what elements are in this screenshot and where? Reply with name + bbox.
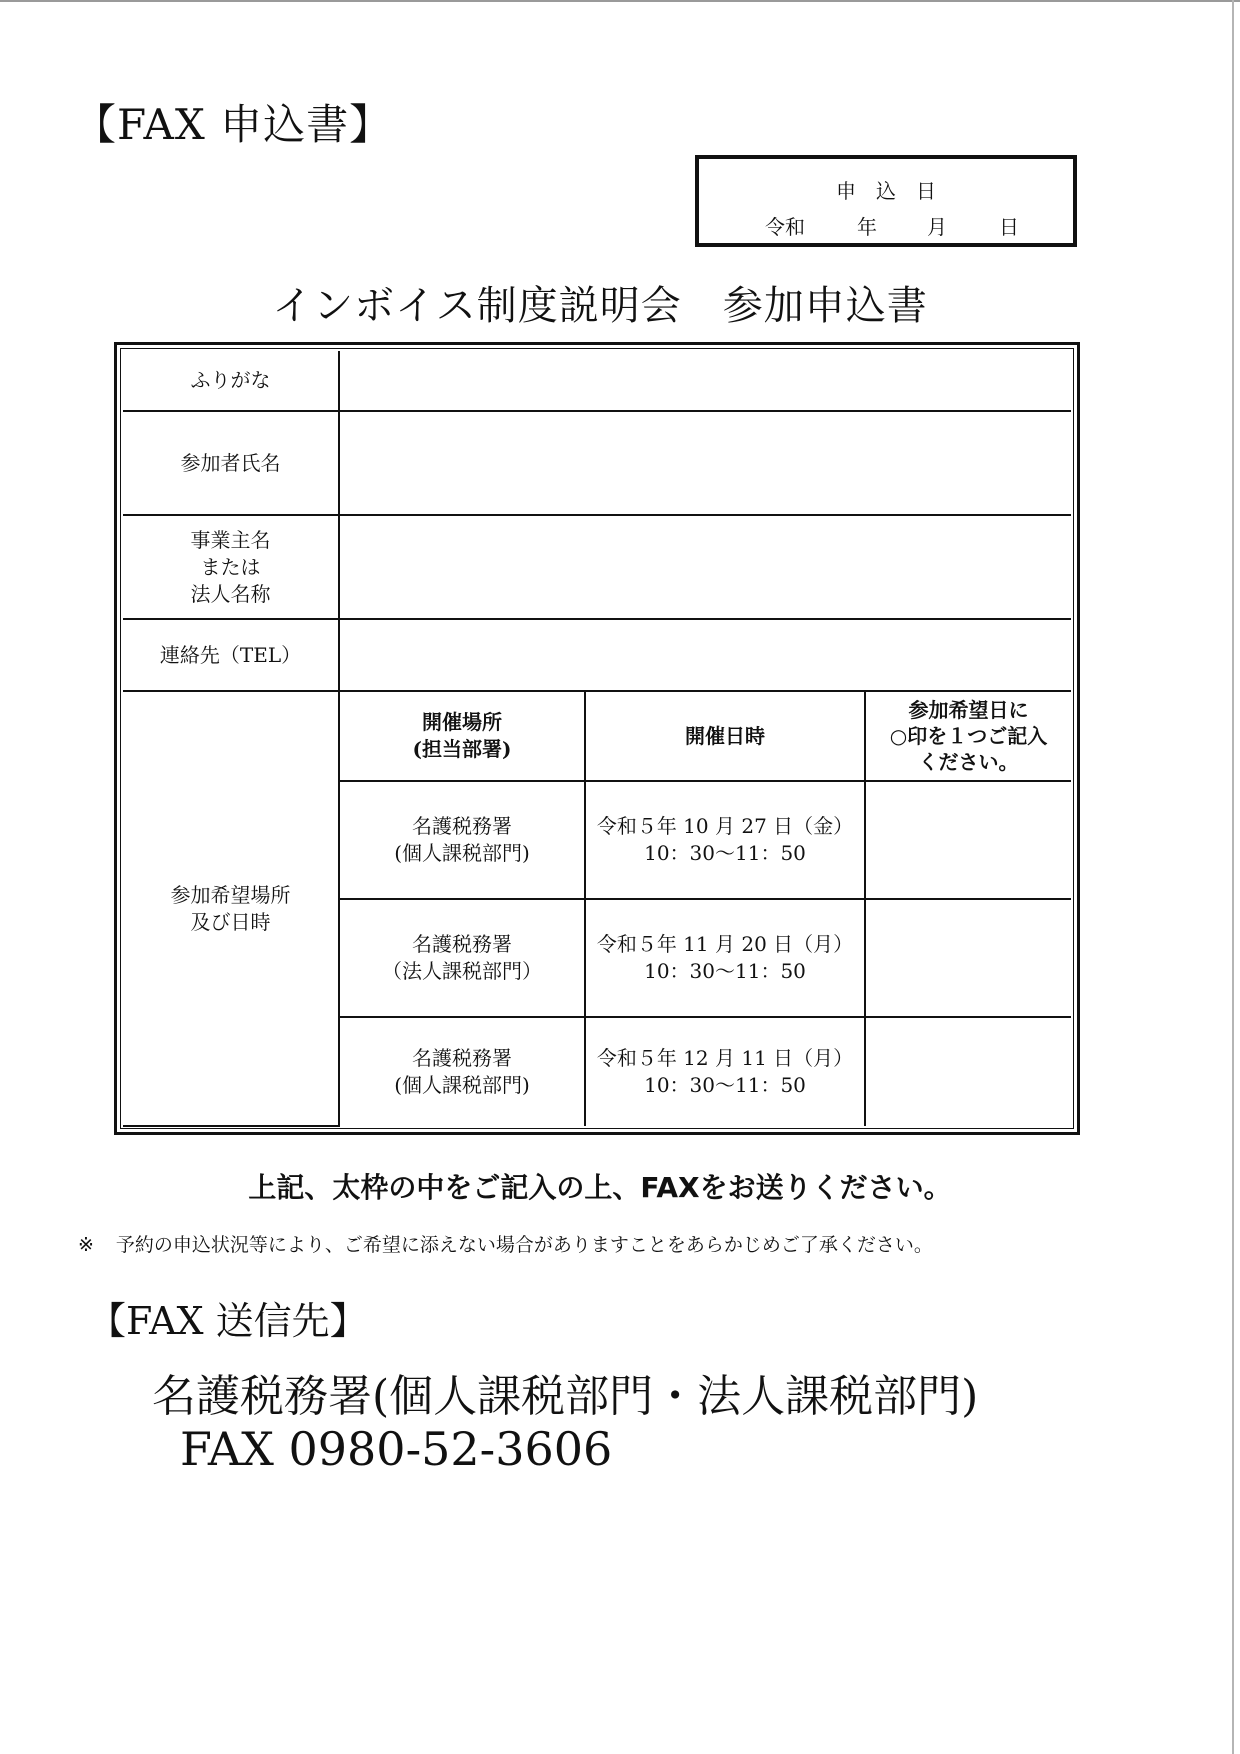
session-time: 10：30～11：50: [644, 841, 806, 865]
session-datetime: [585, 899, 865, 1017]
session-venue-name: 名護税務署: [412, 814, 512, 838]
session-venue-name: 名護税務署: [412, 932, 512, 956]
furigana-label: ふりがな: [123, 351, 339, 411]
business-name-label-line1: 事業主名: [190, 527, 271, 552]
session-date: 令和５年 10 月 27 日（金）: [596, 814, 854, 838]
application-form: [114, 342, 1080, 1135]
choice-header-line3: ください。: [918, 750, 1019, 774]
application-date-label: 申 込 日: [836, 179, 936, 203]
session-datetime: [585, 781, 865, 899]
venue-header: [339, 691, 585, 781]
session-choice-cell[interactable]: [865, 899, 1071, 1017]
participant-name-label: 参加者氏名: [123, 411, 339, 515]
session-venue-dept: (個人課税部門): [394, 841, 530, 865]
session-venue-name: 名護税務署: [412, 1046, 512, 1070]
scan-top-edge: [0, 0, 1240, 2]
datetime-header: 開催日時: [585, 691, 865, 781]
session-venue-dept: (個人課税部門): [394, 1073, 530, 1097]
session-venue-dept: （法人課税部門）: [382, 959, 542, 983]
page-title: インボイス制度説明会 参加申込書: [272, 283, 928, 329]
fax-form-heading: 【FAX 申込書】: [74, 100, 393, 149]
session-datetime: [585, 1017, 865, 1126]
session-choice-cell[interactable]: [865, 1017, 1071, 1126]
preference-label: [123, 691, 339, 1126]
disclaimer-note: [78, 1230, 933, 1257]
scan-right-edge: [1232, 0, 1234, 1754]
session-venue: [339, 899, 585, 1017]
session-venue: [339, 781, 585, 899]
date-year: 年: [857, 215, 877, 239]
contact-tel-label: 連絡先（TEL）: [123, 619, 339, 691]
business-name-label-line3: 法人名称: [190, 581, 271, 606]
contact-tel-field[interactable]: [339, 619, 1071, 691]
date-era: 令和: [765, 215, 805, 239]
fax-destination-heading: 【FAX 送信先】: [88, 1299, 368, 1343]
furigana-field[interactable]: [339, 351, 1071, 411]
session-time: 10：30～11：50: [644, 1073, 806, 1097]
note-mark: ※: [78, 1234, 94, 1256]
choice-header: [865, 691, 1071, 781]
application-form-table: [123, 351, 1071, 1127]
venue-header-line1: 開催場所: [422, 710, 502, 734]
session-date: 令和５年 11 月 20 日（月）: [596, 932, 854, 956]
session-venue: [339, 1017, 585, 1126]
application-date-box: [695, 155, 1077, 247]
participant-name-field[interactable]: [339, 411, 1071, 515]
business-name-label-line2: または: [200, 554, 261, 579]
fax-destination-office: 名護税務署(個人課税部門・法人課税部門): [152, 1371, 979, 1422]
fill-instruction: 上記、太枠の中をご記入の上、FAXをお送りください。: [248, 1171, 952, 1204]
date-day: 日: [999, 215, 1019, 239]
venue-header-line2: (担当部署): [412, 737, 512, 761]
choice-header-line1: 参加希望日に: [908, 698, 1029, 722]
session-date: 令和５年 12 月 11 日（月）: [596, 1046, 854, 1070]
note-text: 予約の申込状況等により、ご希望に添えない場合がありますことをあらかじめご了承ください。: [115, 1234, 933, 1256]
preference-label-line2: 及び日時: [190, 909, 271, 934]
session-choice-cell[interactable]: [865, 781, 1071, 899]
session-time: 10：30～11：50: [644, 959, 806, 983]
business-name-field[interactable]: [339, 515, 1071, 619]
business-name-label: [123, 515, 339, 619]
preference-label-line1: 参加希望場所: [170, 882, 291, 907]
fax-number: FAX 0980-52-3606: [180, 1422, 613, 1476]
date-month: 月: [927, 215, 947, 239]
choice-header-line2: ○印を１つご記入: [889, 724, 1048, 748]
